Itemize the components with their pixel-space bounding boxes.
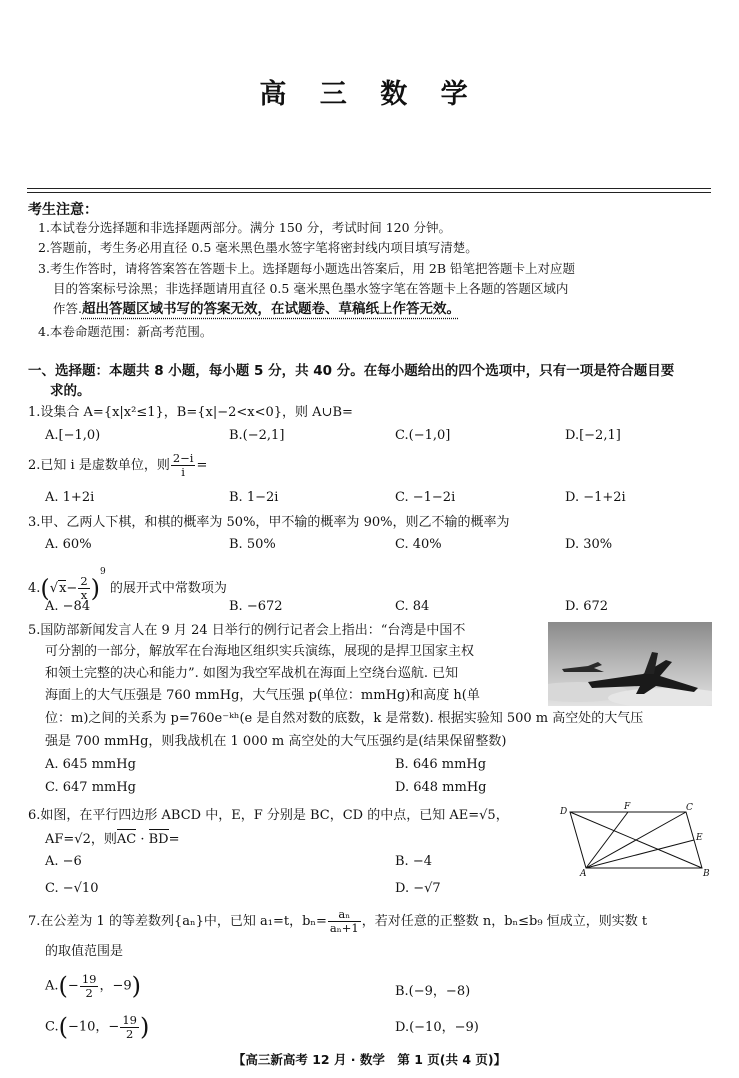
- question-7-fraction: [328, 908, 361, 935]
- notice-item-3-line2: 目的答案标号涂黑；非选择题请用直径 0.5 毫米黑色墨水签字笔在答题卡上各题的答题区域内: [53, 281, 569, 296]
- question-4-option-a: A. −84: [45, 599, 91, 614]
- question-4-option-b: B. −672: [229, 599, 283, 614]
- section-heading-line1: 一、选择题：本题共 8 小题，每小题 5 分，共 40 分。在每小题给出的四个选项中，只有一项是符合题目要: [28, 363, 675, 379]
- label-f: F: [624, 802, 631, 812]
- question-1-option-d: D.[−2,1]: [565, 428, 621, 443]
- question-2-stem: [28, 452, 207, 479]
- section-heading-line2: 求的。: [50, 383, 91, 399]
- question-5-line-1: 5.国防部新闻发言人在 9 月 24 日举行的例行记者会上指出：“台湾是中国不: [28, 623, 466, 638]
- question-6-line-2: [45, 830, 180, 850]
- question-1-option-c: C.(−1,0]: [395, 428, 451, 443]
- label-b: B: [703, 869, 710, 879]
- question-7-option-b: B.(−9，−8): [395, 984, 471, 999]
- question-7-line-1-tail: ，若对任意的正整数 n，bₙ≤b₉ 恒成立，则实数 t: [361, 914, 648, 929]
- question-5-option-a: A. 645 mmHg: [45, 757, 136, 772]
- question-7-option-a-tail: ，−9: [99, 978, 132, 994]
- question-4-radicand: x: [59, 581, 67, 596]
- question-7-denominator: aₙ+1: [329, 921, 359, 935]
- question-5-option-d: D. 648 mmHg: [395, 780, 487, 795]
- question-6-option-b: B. −4: [395, 854, 432, 869]
- notice-item-3-line1: 3.考生作答时，请将答案答在答题卡上。选择题每小题选出答案后，用 2B 铅笔把答题卡上对应题: [38, 261, 576, 276]
- parallelogram-figure: [556, 800, 716, 880]
- notice-item-1: 1.本试卷分选择题和非选择题两部分。满分 150 分，考试时间 120 分钟。: [38, 220, 452, 235]
- question-5-option-b: B. 646 mmHg: [395, 757, 487, 772]
- label-c: C: [686, 803, 693, 813]
- question-5-line-4: 海面上的大气压强是 760 mmHg，大气压强 p(单位：mmHg)和高度 h(单: [45, 688, 480, 703]
- question-7-option-a-neg: −: [67, 978, 79, 994]
- question-6-option-a: A. −6: [45, 854, 82, 869]
- notice-item-3-line3-start: 作答.: [53, 301, 82, 316]
- question-4-exponent: 9: [100, 567, 106, 577]
- question-6-equals: =: [168, 832, 180, 847]
- segment-ae: [586, 840, 694, 868]
- label-d: D: [560, 807, 568, 817]
- question-5-line-2: 可分割的一部分，解放军在台海地区组织实兵演练，展现的是捍卫国家主权: [45, 644, 475, 659]
- question-2-option-d: D. −1+2i: [565, 490, 626, 505]
- question-7-option-d: D.(−10，−9): [395, 1020, 479, 1035]
- question-2-option-b: B. 1−2i: [229, 490, 279, 505]
- question-2-equals: =: [196, 458, 208, 473]
- question-2-denominator: i: [181, 465, 185, 479]
- question-4-fraction: [78, 575, 89, 602]
- divider-top: [27, 188, 711, 189]
- divider-bottom: [27, 192, 711, 193]
- vector-ac: AC: [117, 830, 136, 850]
- question-7-option-a-open-paren: (: [58, 972, 68, 1000]
- question-4-option-c: C. 84: [395, 599, 430, 614]
- question-2-option-a: A. 1+2i: [45, 490, 95, 505]
- question-4-option-d: D. 672: [565, 599, 609, 614]
- question-7-line-2: 的取值范围是: [45, 944, 124, 959]
- question-7-option-a: [45, 972, 141, 1000]
- dot-operator: ·: [136, 832, 149, 847]
- question-6-line-2-text: AF=√2，则: [45, 832, 117, 847]
- segment-af: [586, 812, 628, 868]
- question-5-line-3: 和领土完整的决心和能力”. 如图为我空军战机在海面上空绕台巡航. 已知: [45, 666, 459, 681]
- vector-bd: BD: [149, 830, 169, 850]
- label-e: E: [696, 833, 703, 843]
- page-footer: 【高三新高考 12 月 · 数学 第 1 页(共 4 页)】: [232, 1052, 507, 1067]
- question-3-option-b: B. 50%: [229, 537, 276, 552]
- question-1-option-a: A.[−1,0): [45, 428, 101, 443]
- question-3-option-a: A. 60%: [45, 537, 92, 552]
- question-5-option-c: C. 647 mmHg: [45, 780, 137, 795]
- notice-item-4: 4.本卷命题范围：新高考范围。: [38, 324, 213, 339]
- question-7-option-a-close-paren: ): [131, 972, 141, 1000]
- question-2-numerator: 2−i: [172, 451, 194, 465]
- question-7-option-c-fraction: [120, 1014, 139, 1041]
- notice-item-2: 2.答题前，考生务必用直径 0.5 毫米黑色墨水签字笔将密封线内项目填写清楚。: [38, 240, 478, 255]
- question-7-option-c: [45, 1013, 149, 1041]
- notice-heading: 考生注意：: [28, 202, 98, 218]
- question-4-minus: −: [66, 581, 78, 596]
- question-5-line-6: 强是 700 mmHg，则我战机在 1 000 m 高空处的大气压强约是(结果保留整数): [45, 734, 507, 749]
- label-a: A: [580, 869, 587, 879]
- question-4-close-paren: ): [90, 574, 101, 603]
- question-2-option-c: C. −1−2i: [395, 490, 456, 505]
- question-7-option-a-denominator: 2: [85, 985, 93, 1000]
- question-1-option-b: B.(−2,1]: [229, 428, 285, 443]
- question-4-number: 4.: [28, 581, 41, 596]
- notice-emphasis: 超出答题区域书写的答案无效，在试题卷、草稿纸上作答无效。: [81, 301, 460, 317]
- question-6-option-c: C. −√10: [45, 881, 99, 896]
- question-7-option-c-letter: C.: [45, 1019, 59, 1035]
- question-7-option-c-denominator: 2: [125, 1026, 134, 1041]
- question-2-fraction: [171, 452, 196, 479]
- question-7-option-c-mid: −10，−: [68, 1019, 120, 1035]
- question-7-line-1-text: 7.在公差为 1 的等差数列{aₙ}中，已知 a₁=t，bₙ=: [28, 914, 327, 929]
- question-2-stem-text: 2.已知 i 是虚数单位，则: [28, 458, 170, 473]
- question-7-option-a-letter: A.: [45, 978, 59, 994]
- question-5-line-5: 位：m)之间的关系为 p=760e⁻ᵏʰ(e 是自然对数的底数，k 是常数). 根据实验知 500 m 高空处的大气压: [45, 711, 644, 726]
- question-6-line-1: 6.如图，在平行四边形 ABCD 中，E，F 分别是 BC，CD 的中点，已知 AE=√5，: [28, 808, 509, 823]
- question-1-stem: 1.设集合 A={x|x²≤1}，B={x|−2<x<0}，则 A∪B=: [28, 405, 353, 420]
- question-3-stem: 3.甲、乙两人下棋，和棋的概率为 50%，甲不输的概率为 90%，则乙不输的概率为: [28, 515, 510, 530]
- question-4-open-paren: (: [40, 574, 50, 603]
- question-4-denominator: x: [80, 588, 88, 602]
- question-7-numerator: aₙ: [328, 908, 361, 922]
- question-4-numerator: 2: [80, 574, 88, 588]
- diagonal-bd: [570, 812, 702, 868]
- question-3-option-d: D. 30%: [565, 537, 613, 552]
- question-6-option-d: D. −√7: [395, 881, 441, 896]
- section-heading: [28, 361, 718, 401]
- notice-item-3-line3: [53, 299, 460, 319]
- question-7-option-a-numerator: 19: [81, 971, 97, 986]
- question-3-option-c: C. 40%: [395, 537, 442, 552]
- question-7-option-a-fraction: [80, 973, 99, 1000]
- question-4-stem-text: 的展开式中常数项为: [109, 581, 227, 596]
- fighter-jet-photo: [548, 622, 712, 706]
- page-title: 高 三 数 学: [259, 79, 480, 110]
- question-4-stem: 4.(√x− $\frac{2}{x}$ )$^9$ 的展开式中常数项为: [28, 567, 227, 603]
- question-7-option-c-close-paren: ): [139, 1013, 150, 1041]
- question-7-option-c-numerator: 19: [122, 1012, 137, 1027]
- question-7-line-1: [28, 908, 647, 935]
- question-7-option-c-open-paren: (: [58, 1013, 68, 1041]
